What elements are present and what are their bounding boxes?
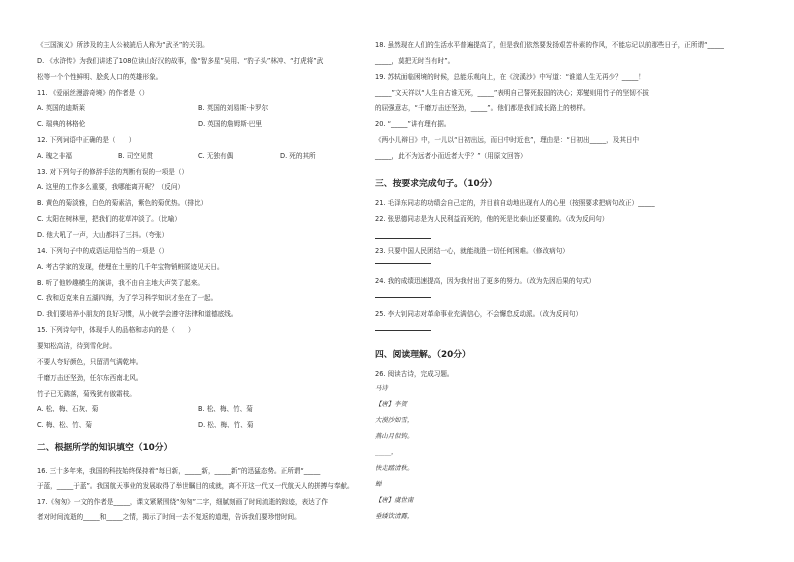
- option-c: C. 瑞典的林格伦: [37, 120, 86, 128]
- option-c: C. 太阳在树林里，把我们的花草冲淡了。（比喻）: [37, 215, 181, 223]
- poem-line: 千磨万击还坚劲，任尔东西南北风。: [37, 374, 143, 382]
- question-20: 20. “_____”讲有理有据。: [375, 120, 451, 128]
- option-b: B. 松、梅、竹、菊: [198, 405, 253, 413]
- poem-line: 快走踏清秋。: [375, 464, 414, 472]
- question-21: 21. 毛泽东同志的功绩会自己定的，并目前自动地出现有人的心里（按照要求把病句改正）_____: [375, 199, 655, 207]
- poem-line: 垂緌饮清露，: [375, 512, 414, 520]
- question-15: 15. 下列诗句中，体现手人的品格和志向的是（ ）: [37, 326, 195, 334]
- option-d: D. 他大吼了一声，大山都抖了三抖。（夸张）: [37, 231, 169, 239]
- question-20-cont: 《两小儿辩日》中，一儿以“日初出远，而日中时近也”，理由是：“日初出_____，及其日中: [375, 136, 640, 144]
- poem-title: 马诗: [375, 384, 388, 392]
- question-11: 11. 《爱丽丝漫游奇境》的作者是（）: [37, 89, 149, 97]
- poem-author: 【唐】李贺: [375, 400, 407, 408]
- option-c: C. 我和迈克来自五湖四海，为了学习科学知识才坐在了一起。: [37, 294, 218, 302]
- poem-line: 燕山月似钩。: [375, 432, 414, 440]
- section-heading: 四、阅读理解。（20分）: [375, 350, 471, 360]
- poem-author: 【唐】虞世南: [375, 496, 414, 504]
- question-20-cont: _____，此不为远者小而近者大乎？”（用原文回答）: [375, 152, 527, 160]
- option-b: B. 听了他妙趣横生的演讲，我不由自主地大声笑了起来。: [37, 279, 204, 287]
- text-line: D. 《水浒传》为我们讲述了108位读山好汉的故事，像“智多星”吴用、“豹子头”林冲、“打虎将”武: [37, 57, 324, 65]
- poem-line: 竹子已无鹞落，菊残犹有傲霜枝。: [37, 390, 136, 398]
- poem-line: 不要人夸好颜色，只留清气满乾坤。: [37, 358, 143, 366]
- poem-line: 要知松高洁，待到雪化时。: [37, 342, 117, 350]
- answer-blank: [375, 297, 431, 298]
- option-b: B. 英国的刘易斯·卡罗尔: [198, 104, 269, 112]
- question-19-cont: 的屈强意志，“千磨万击还坚劲，_____”。他们都是我们成长路上的榜样。: [375, 104, 590, 112]
- option-a: A. 这里的工作多么重要，我哪能离开呢？（反问）: [37, 183, 185, 191]
- option-b: B. 黄色的菊淡雅，白色的菊素洁，紫色的菊优热。（排比）: [37, 199, 208, 207]
- answer-blank: [375, 263, 431, 264]
- answer-blank: [375, 330, 431, 331]
- question-23: 23. 只要中国人民团结一心，就能战胜一切任何困难。（修改病句）: [375, 247, 569, 255]
- option-a: A. 松、梅、石灰、菊: [37, 405, 99, 413]
- option-c: C. 梅、松、竹、菊: [37, 421, 92, 429]
- question-19-cont: _____”文天祥以“人生自古谁无死，_____”表明自己誓死报国的决心；郑燮则用竹子的坚韧不拔: [375, 89, 649, 97]
- option-d: D. 死的其所: [280, 152, 316, 160]
- question-16: 16. 三十多年来，我国的科技始终保持着“每日新，_____新，_____新”的迅猛态势。正所谓“_____: [37, 467, 321, 475]
- answer-blank: [375, 238, 431, 239]
- option-c: C. 无独有偶: [198, 152, 234, 160]
- question-16-cont: 于蓝，_____于蓝”。我国航天事业的发展取得了举世瞩目的成就，离不开这一代又一代航天人的拼搏与奉献。: [37, 482, 354, 490]
- text-line: 《三国演义》所涉及的主人公被読后人称为“武圣”的关羽。: [37, 41, 209, 49]
- option-a: A. 瑰之非福: [37, 152, 72, 160]
- poem-title: 蝉: [375, 480, 382, 488]
- poem-line: 大漠沙如雪，: [375, 416, 414, 424]
- question-24: 24. 我的成绩迅速提高，因为我付出了更多的努力。（改为先因后果的句式）: [375, 277, 596, 285]
- question-25: 25. 李大钊同志对革命事业充满信心，不会懈怠反动派。（改为反问句）: [375, 310, 583, 318]
- poem-blank-line: _____，: [375, 448, 398, 456]
- section-heading: 三、按要求完成句子。（10分）: [375, 179, 498, 189]
- option-d: D. 我们要培养小朋友的良好习惯，从小就学会遵守法律和道德底线。: [37, 310, 238, 318]
- option-d: D. 松、梅、竹、菊: [198, 421, 254, 429]
- option-a: A. 考古学家的发现，使埋在土里的几千年宝物销赃匿迹见天日。: [37, 263, 224, 271]
- question-18-cont: _____，莫把无时当有时”。: [375, 57, 455, 65]
- question-14: 14. 下列句子中的成语运用恰当的一项是（）: [37, 247, 169, 255]
- section-heading: 二、根据所学的知识填空（10分）: [37, 443, 173, 453]
- question-17: 17.《匆匆》一文的作者是_____，课文紧紧围绕“匆匆”二字，细腻刻画了时间流逝的踪迹，表达了作: [37, 498, 328, 506]
- question-17-cont: 者对时间流逝的_____和_____之情，揭示了时间一去不复返的道理，告诉我们要珍惜时间。: [37, 513, 301, 521]
- option-b: B. 司空见贯: [118, 152, 154, 160]
- question-26: 26. 阅读古诗，完成习题。: [375, 370, 454, 378]
- question-12: 12. 下列词语中正确的是（ ）: [37, 136, 136, 144]
- question-18: 18. 虽然现在人们的生活水平普遍提高了，但是我们依然要发扬艰苦朴素的作风，不能忘记以前那些日子，正所谓“_____: [375, 41, 724, 49]
- option-a: A. 英国的迪斯莱: [37, 104, 86, 112]
- question-13: 13. 对下列句子的修辞手法的判断有误的一项是（）: [37, 168, 189, 176]
- option-d: D. 英国的詹姆斯·巴里: [198, 120, 263, 128]
- question-22: 22. 张思德同志是为人民利益而死的，他的死是比泰山还要重的。（改为反问句）: [375, 215, 609, 223]
- question-19: 19. 苏轼面临困境的时候，总能乐观向上，在《浣溪沙》中写道：“谁道人生无再少？_____！: [375, 73, 645, 81]
- text-line: 松等一个个性鲜明、脍炙人口的英雄形象。: [37, 73, 163, 81]
